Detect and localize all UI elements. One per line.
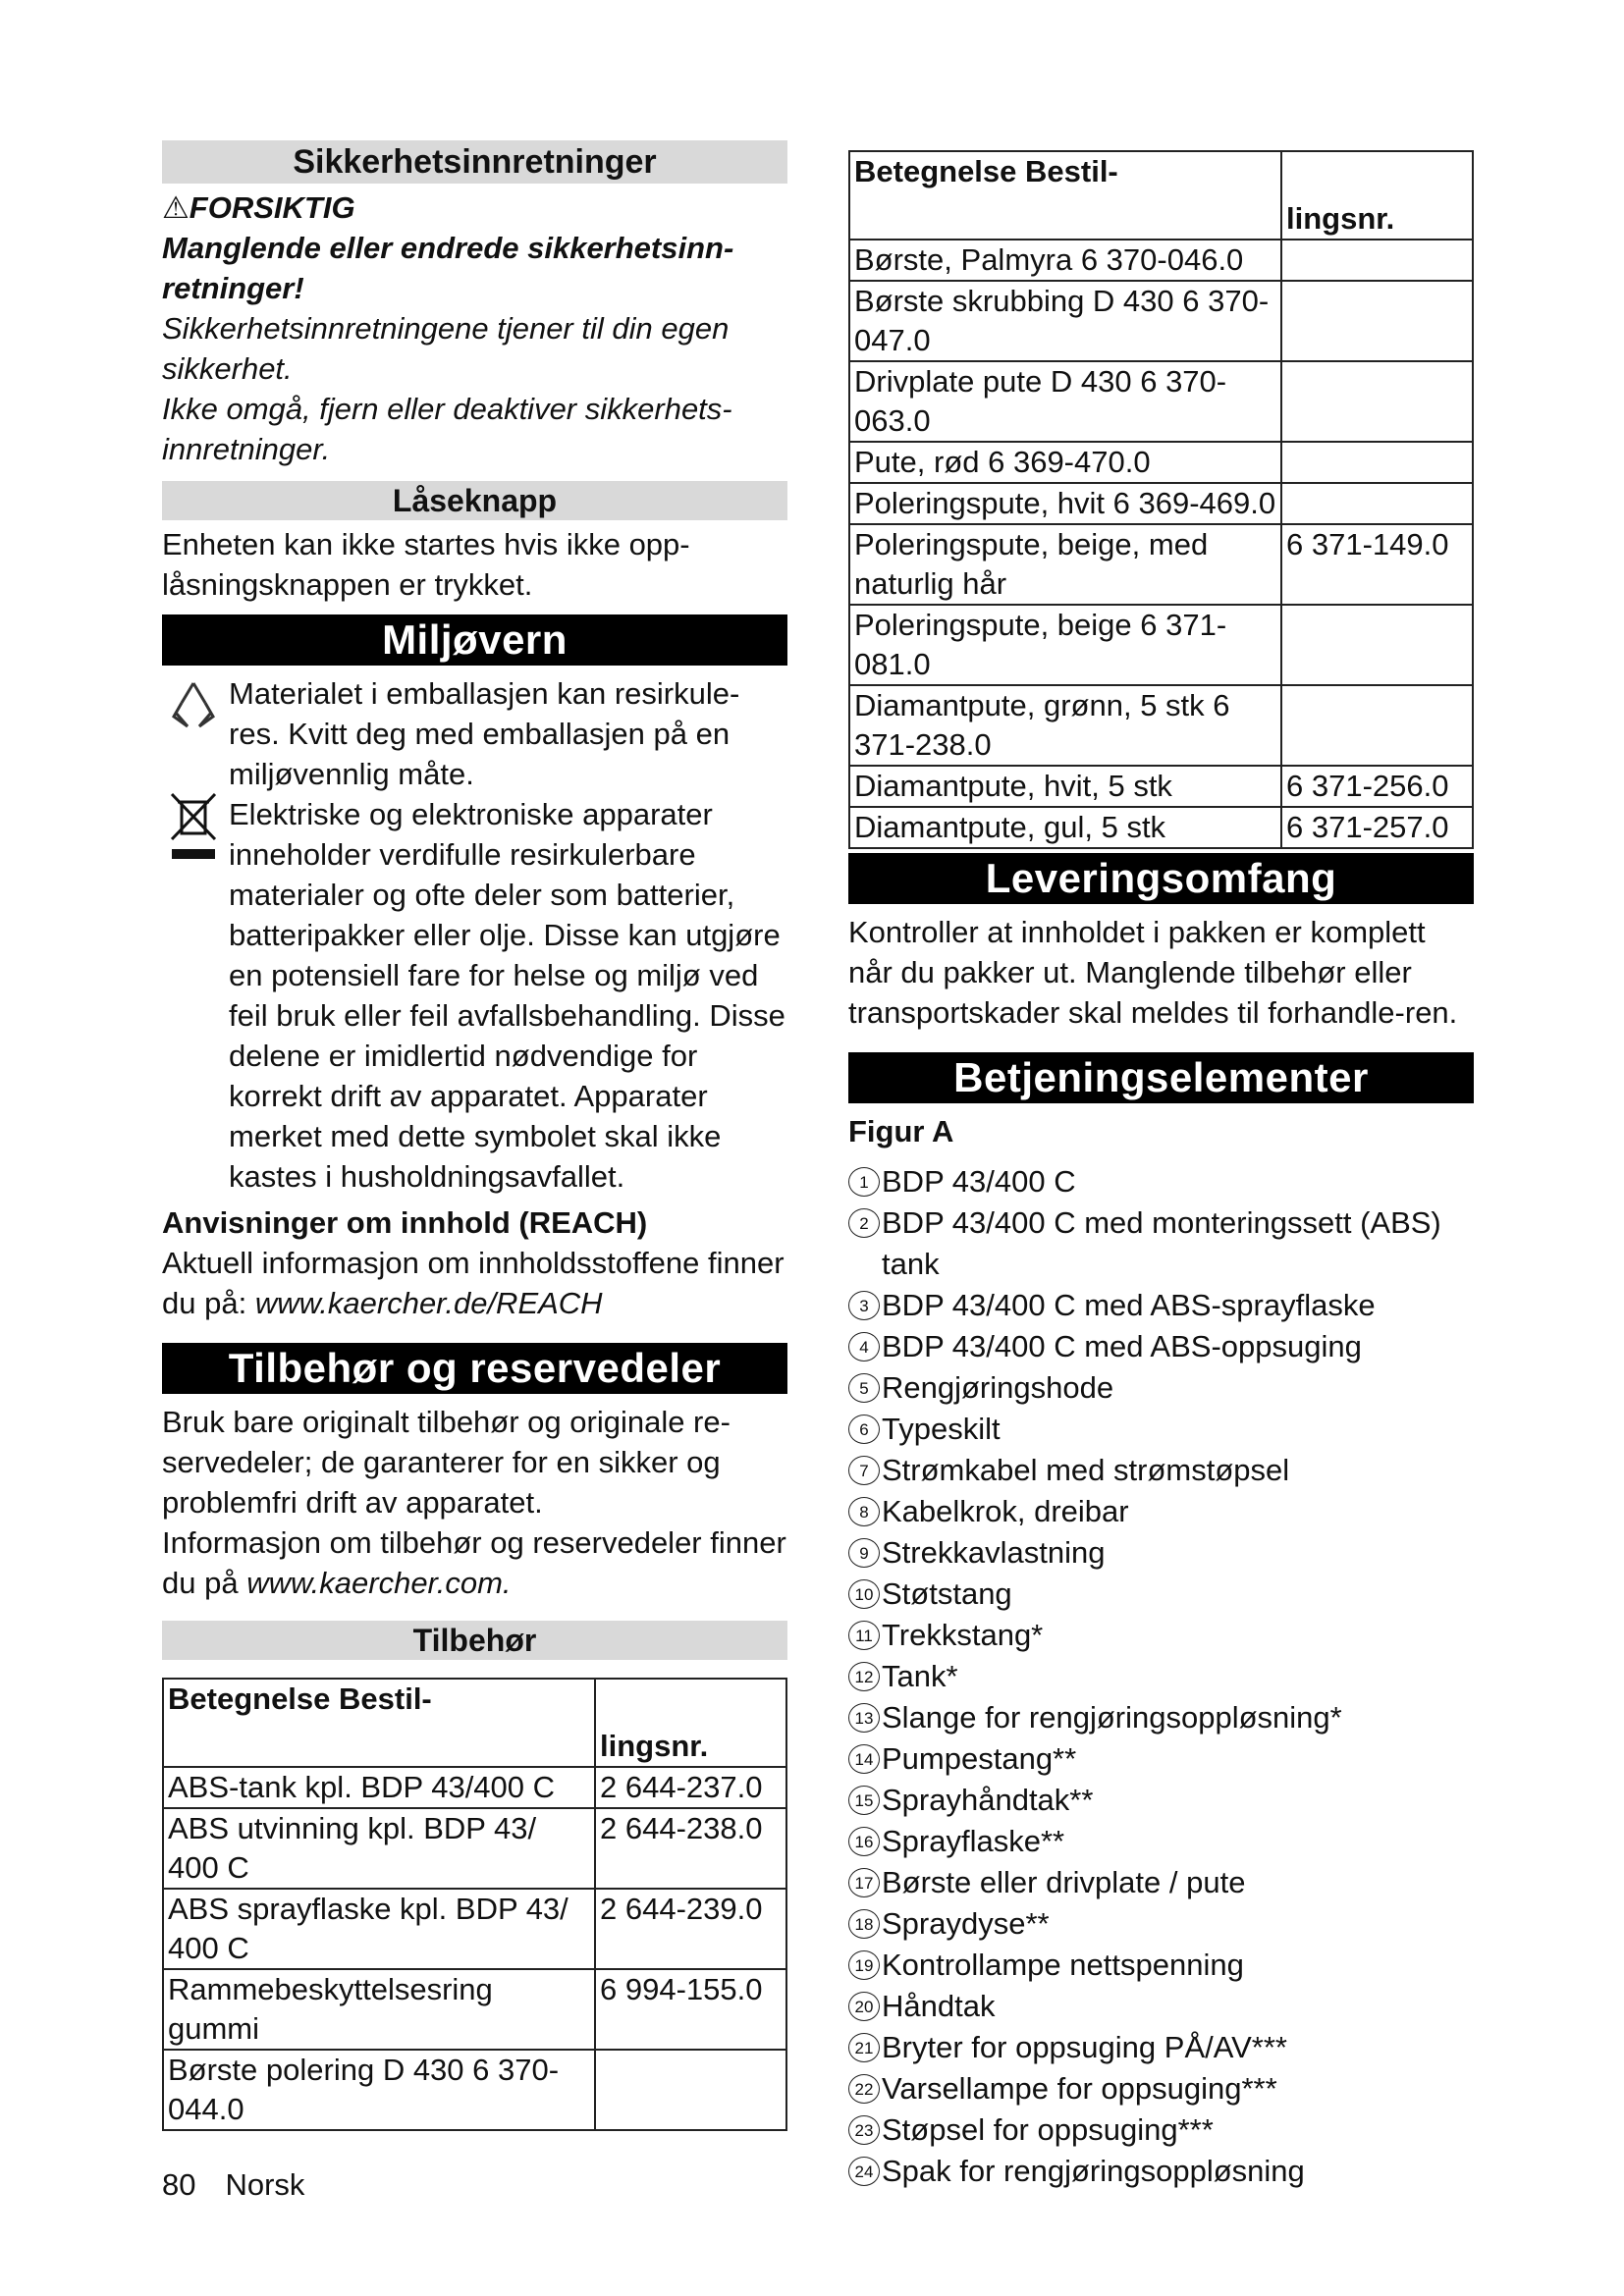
table-cell-name: Diamantpute, hvit, 5 stk	[849, 766, 1281, 807]
table-cell-nr	[1281, 281, 1473, 361]
list-item	[848, 1986, 1474, 2027]
table-header-row	[163, 1679, 786, 1767]
right-column	[848, 150, 1474, 2192]
item-text: BDP 43/400 C med ABS-sprayflaske	[882, 1288, 1376, 1322]
table-cell-nr: 6 371-257.0	[1281, 807, 1473, 848]
section-heading-lock: Låseknapp	[162, 481, 787, 520]
table-cell-nr	[1281, 442, 1473, 483]
table-row	[849, 766, 1473, 807]
table-cell-name: Børste, Palmyra 6 370-046.0	[849, 240, 1281, 281]
item-text: Tank*	[882, 1659, 958, 1693]
item-number-badge: 24	[848, 2157, 880, 2186]
table-cell-name: Diamantpute, grønn, 5 stk 6 371-238.0	[849, 685, 1281, 766]
table-cell-name: Børste skrubbing D 430 6 370-047.0	[849, 281, 1281, 361]
table-cell-name: Poleringspute, beige 6 371-081.0	[849, 605, 1281, 685]
list-item	[848, 1409, 1474, 1450]
list-item	[848, 1821, 1474, 1862]
list-item	[848, 1532, 1474, 1574]
item-number-badge: 16	[848, 1827, 880, 1856]
item-text: Rengjøringshode	[882, 1370, 1114, 1405]
item-text: Støpsel for oppsuging***	[882, 2112, 1214, 2147]
table-cell-nr: 2 644-237.0	[595, 1767, 786, 1808]
caution-label: ⚠FORSIKTIG	[162, 190, 355, 225]
table-header-col1: Betegnelse Bestil-	[163, 1679, 595, 1767]
item-number-badge: 14	[848, 1744, 880, 1774]
table-cell-name: Drivplate pute D 430 6 370-063.0	[849, 361, 1281, 442]
section-heading-safety: Sikkerhetsinnretninger	[162, 140, 787, 184]
item-number-badge: 20	[848, 1992, 880, 2021]
reach-paragraph: Aktuell informasjon om innholdsstoffene finner du på: www.kaercher.de/REACH	[162, 1246, 785, 1320]
table-cell-nr	[1281, 483, 1473, 524]
list-item	[848, 1161, 1474, 1202]
table-row	[849, 524, 1473, 605]
section-heading-accessories: Tilbehør og reservedeler	[162, 1343, 787, 1394]
list-item	[848, 2109, 1474, 2151]
parts-table	[848, 150, 1474, 849]
item-text: Spraydyse**	[882, 1906, 1050, 1941]
table-row	[849, 281, 1473, 361]
accessories-paragraph-2: Informasjon om tilbehør og reservedeler finner du på www.kaercher.com.	[162, 1525, 786, 1600]
item-number-badge: 15	[848, 1786, 880, 1815]
item-text: Strekkavlastning	[882, 1535, 1106, 1570]
table-cell-nr	[1281, 240, 1473, 281]
table-row	[163, 1767, 786, 1808]
item-text: Varsellampe for oppsuging***	[882, 2071, 1277, 2106]
kaercher-link[interactable]: www.kaercher.com.	[246, 1566, 512, 1600]
lock-text: Enheten kan ikke startes hvis ikke opp-låsningsknappen er trykket.	[162, 527, 690, 602]
page-footer	[162, 2167, 304, 2203]
item-text: Børste eller drivplate / pute	[882, 1865, 1246, 1899]
item-number-badge: 23	[848, 2115, 880, 2145]
item-text: Bryter for oppsuging PÅ/AV***	[882, 2030, 1287, 2064]
section-heading-tilbehor: Tilbehør	[162, 1621, 787, 1660]
table-row	[849, 807, 1473, 848]
item-number-badge: 5	[848, 1373, 880, 1403]
section-heading-environment: Miljøvern	[162, 614, 787, 666]
list-item	[848, 1491, 1474, 1532]
table-row	[849, 685, 1473, 766]
list-item	[848, 1367, 1474, 1409]
table-cell-name: Diamantpute, gul, 5 stk	[849, 807, 1281, 848]
item-text: Trekkstang*	[882, 1618, 1044, 1652]
item-text: Støtstang	[882, 1576, 1012, 1611]
item-number-badge: 1	[848, 1167, 880, 1197]
table-cell-nr: 2 644-239.0	[595, 1889, 786, 1969]
item-text: BDP 43/400 C med ABS-oppsuging	[882, 1329, 1362, 1363]
item-number-badge: 4	[848, 1332, 880, 1362]
table-cell-nr	[1281, 361, 1473, 442]
table-row	[163, 1889, 786, 1969]
item-number-badge: 19	[848, 1950, 880, 1980]
recycle-text: Materialet i emballasjen kan resirkule-res. Kvitt deg med emballasjen på en miljøvennlig måte.	[229, 676, 740, 791]
delivery-text: Kontroller at innholdet i pakken er komplett når du pakker ut. Manglende tilbehør eller transportskader skal meldes til forhandle-ren.	[848, 915, 1458, 1030]
item-text: Typeskilt	[882, 1412, 1001, 1446]
item-number-badge: 21	[848, 2033, 880, 2062]
list-item	[848, 1326, 1474, 1367]
warning-triangle-icon: ⚠	[162, 190, 189, 225]
section-heading-controls: Betjeningselementer	[848, 1052, 1474, 1103]
list-item	[848, 1903, 1474, 1945]
item-number-badge: 11	[848, 1621, 880, 1650]
list-item	[848, 1738, 1474, 1780]
item-text: Slange for rengjøringsoppløsning*	[882, 1700, 1342, 1735]
safety-text-1: Sikkerhetsinnretningene tjener til din egen sikkerhet.	[162, 311, 730, 386]
list-item	[848, 1450, 1474, 1491]
table-cell-name: Poleringspute, hvit 6 369-469.0	[849, 483, 1281, 524]
item-number-badge: 12	[848, 1662, 880, 1691]
table-cell-name: Rammebeskyttelsesring gummi	[163, 1969, 595, 2050]
figure-label: Figur A	[848, 1114, 954, 1148]
list-item	[848, 1202, 1474, 1285]
left-column	[162, 140, 787, 2131]
list-item	[848, 1862, 1474, 1903]
item-text: Strømkabel med strømstøpsel	[882, 1453, 1290, 1487]
item-number-badge: 13	[848, 1703, 880, 1733]
list-item	[848, 1945, 1474, 1986]
footer-language: Norsk	[225, 2167, 305, 2202]
accessories-table	[162, 1678, 787, 2131]
table-row	[849, 361, 1473, 442]
section-heading-delivery: Leveringsomfang	[848, 853, 1474, 904]
recycle-icon	[162, 673, 225, 736]
table-cell-name: Pute, rød 6 369-470.0	[849, 442, 1281, 483]
weee-paragraph	[162, 794, 787, 1197]
item-number-badge: 17	[848, 1868, 880, 1897]
controls-list	[848, 1161, 1474, 2192]
table-cell-nr: 2 644-238.0	[595, 1808, 786, 1889]
table-cell-nr	[595, 2050, 786, 2130]
list-item	[848, 1780, 1474, 1821]
table-row	[849, 442, 1473, 483]
item-number-badge: 22	[848, 2074, 880, 2104]
item-number-badge: 10	[848, 1579, 880, 1609]
item-number-badge: 9	[848, 1538, 880, 1568]
list-item	[848, 1285, 1474, 1326]
table-cell-nr	[1281, 605, 1473, 685]
table-row	[163, 2050, 786, 2130]
item-number-badge: 8	[848, 1497, 880, 1526]
weee-text: Elektriske og elektroniske apparater inneholder verdifulle resirkulerbare materialer og ofte deler som batterier, batteripakker eller olje. Disse kan utgjøre en potensiell fare for helse og miljø ved feil bruk eller feil avfallsbehandling. Disse delene er imidlertid nødvendige for korrekt drift av apparatet. Apparater merket med dette symbolet skal ikke kastes i husholdningsavfallet.	[229, 797, 785, 1194]
safety-warning: Manglende eller endrede sikkerhetsinn-retninger!	[162, 231, 734, 305]
item-text: Kontrollampe nettspenning	[882, 1948, 1244, 1982]
item-text: Sprayflaske**	[882, 1824, 1065, 1858]
list-item	[848, 1697, 1474, 1738]
table-row	[849, 483, 1473, 524]
list-item	[848, 1615, 1474, 1656]
item-text: Kabelkrok, dreibar	[882, 1494, 1129, 1528]
item-text: BDP 43/400 C med monteringssett (ABS) tank	[882, 1205, 1441, 1281]
crossed-bin-icon	[162, 794, 225, 857]
table-header-row	[849, 151, 1473, 240]
table-row	[849, 240, 1473, 281]
table-cell-nr	[1281, 685, 1473, 766]
reach-link[interactable]: www.kaercher.de/REACH	[254, 1286, 603, 1320]
table-cell-name: ABS sprayflaske kpl. BDP 43/ 400 C	[163, 1889, 595, 1969]
recycle-paragraph	[162, 673, 787, 794]
accessories-text-1: Bruk bare originalt tilbehør og originale re-servedeler; de garanterer for en sikker og problemfri drift av apparatet.	[162, 1405, 731, 1520]
item-number-badge: 18	[848, 1909, 880, 1939]
item-number-badge: 2	[848, 1208, 880, 1238]
table-header-col2: lingsnr.	[595, 1679, 786, 1767]
item-text: BDP 43/400 C	[882, 1164, 1076, 1199]
table-cell-nr: 6 371-256.0	[1281, 766, 1473, 807]
list-item	[848, 1656, 1474, 1697]
item-text: Håndtak	[882, 1989, 996, 2023]
list-item	[848, 1574, 1474, 1615]
item-text: Pumpestang**	[882, 1741, 1077, 1776]
page-number: 80	[162, 2167, 196, 2202]
safety-text-2: Ikke omgå, fjern eller deaktiver sikkerhets-innretninger.	[162, 392, 732, 466]
reach-heading: Anvisninger om innhold (REACH)	[162, 1205, 648, 1240]
table-cell-nr: 6 371-149.0	[1281, 524, 1473, 605]
table-row	[849, 605, 1473, 685]
table-header-col1: Betegnelse Bestil-	[849, 151, 1281, 240]
list-item	[848, 2027, 1474, 2068]
item-number-badge: 6	[848, 1415, 880, 1444]
table-cell-nr: 6 994-155.0	[595, 1969, 786, 2050]
table-header-col2: lingsnr.	[1281, 151, 1473, 240]
table-row	[163, 1808, 786, 1889]
item-number-badge: 3	[848, 1291, 880, 1320]
list-item	[848, 2151, 1474, 2192]
list-item	[848, 2068, 1474, 2109]
item-number-badge: 7	[848, 1456, 880, 1485]
table-cell-name: Poleringspute, beige, med naturlig hår	[849, 524, 1281, 605]
table-cell-name: ABS utvinning kpl. BDP 43/ 400 C	[163, 1808, 595, 1889]
table-row	[163, 1969, 786, 2050]
item-text: Sprayhåndtak**	[882, 1783, 1094, 1817]
table-cell-name: ABS-tank kpl. BDP 43/400 C	[163, 1767, 595, 1808]
item-text: Spak for rengjøringsoppløsning	[882, 2154, 1305, 2188]
table-cell-name: Børste polering D 430 6 370-044.0	[163, 2050, 595, 2130]
